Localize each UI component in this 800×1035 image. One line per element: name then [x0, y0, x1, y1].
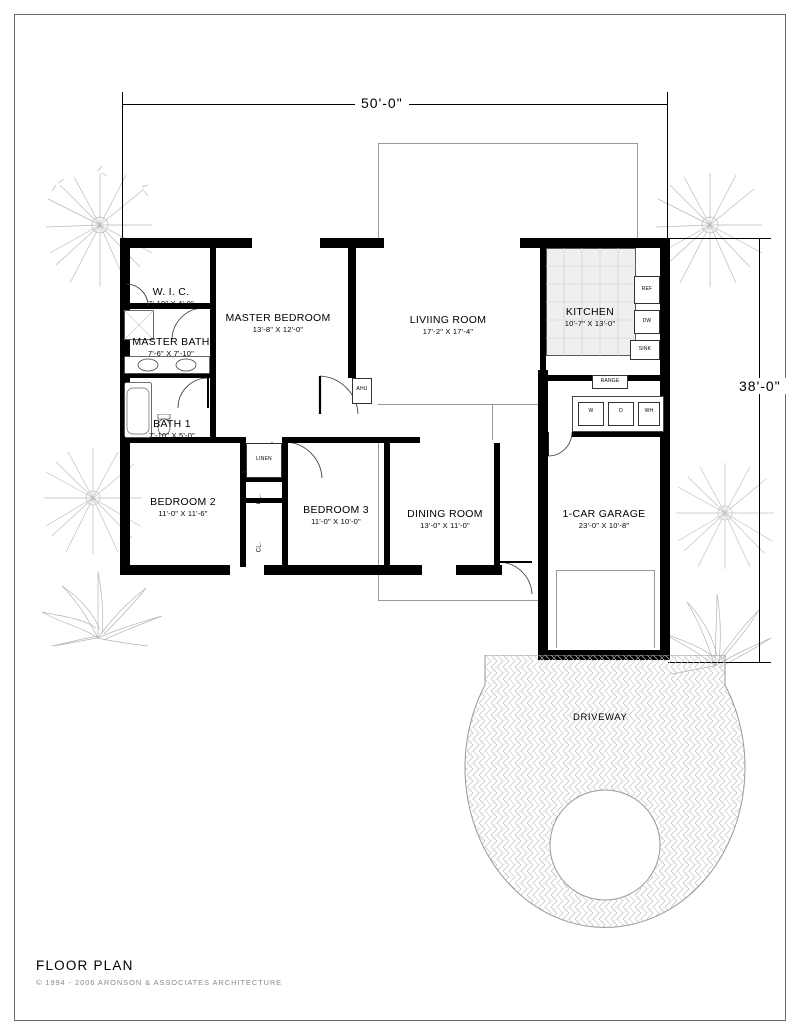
interior-wall-linen-bottom — [246, 478, 282, 482]
exterior-wall-top-right — [520, 238, 670, 248]
garage-name: 1-CAR GARAGE — [562, 508, 646, 520]
air-handler-label: AHU — [356, 386, 368, 392]
room-label-master-bedroom — [208, 312, 348, 335]
interior-dash-b — [492, 404, 493, 440]
master-bath-vanity — [124, 356, 210, 374]
overall-depth-dimension-line — [759, 238, 760, 663]
room-label-kitchen — [538, 306, 642, 329]
page-title: FLOOR PLAN — [36, 958, 134, 973]
dryer-label: D — [619, 408, 623, 414]
water-heater-label: WH — [644, 408, 654, 414]
interior-wall-laundry-bottom — [572, 432, 664, 437]
door-swing-entry-dining — [498, 560, 534, 596]
room-label-living-room — [378, 314, 518, 337]
bedroom3-name: BEDROOM 3 — [303, 504, 369, 516]
bedroom2-dims: 11'-0" X 11'-6" — [158, 509, 208, 519]
washer-icon — [578, 402, 604, 426]
room-label-dining-room — [394, 508, 496, 531]
refrigerator-label: REF — [641, 286, 653, 292]
wic-dims: 7'-10" X 4'-0" — [147, 299, 194, 309]
washer-label: W — [588, 408, 594, 414]
shrub-right-middle — [670, 455, 780, 575]
dishwasher-label: DW — [642, 318, 652, 324]
roof-overhang-right — [637, 143, 638, 243]
bath1-dims: 7'-10" X 5'-0" — [148, 431, 195, 441]
living-room-dims: 17'-2" X 17'-4" — [422, 327, 474, 337]
kitchen-name: KITCHEN — [565, 306, 615, 318]
garage-dims: 23'-0" X 10'-8" — [578, 521, 630, 531]
garage-wall-right — [660, 440, 670, 660]
exterior-wall-top-left — [120, 238, 252, 248]
dining-room-dims: 13'-0" X 11'-0" — [420, 521, 470, 531]
water-heater-icon — [638, 402, 660, 426]
room-label-bedroom2 — [128, 496, 238, 519]
room-label-bath1 — [124, 418, 220, 441]
kitchen-dims: 10'-7" X 13'-0" — [564, 319, 616, 329]
overall-width-extension-left — [122, 104, 123, 244]
roof-overhang-left — [378, 143, 379, 243]
roof-overhang-top — [378, 143, 638, 144]
range-label: RANGE — [600, 378, 620, 384]
room-label-master-bath — [116, 336, 226, 359]
room-label-bedroom3 — [288, 504, 384, 527]
exterior-wall-right-upper — [660, 238, 670, 388]
room-label-garage — [544, 508, 664, 531]
driveway-label: DRIVEWAY — [573, 712, 628, 723]
overall-width-extension-right — [667, 104, 668, 244]
dining-room-name: DINING ROOM — [407, 508, 483, 520]
door-swing-bedroom3 — [284, 440, 324, 480]
garage-pad-outline-right — [654, 570, 655, 648]
bath1-name: BATH 1 — [153, 418, 191, 430]
overall-depth-label: 38'-0" — [733, 378, 787, 394]
exterior-wall-bottom-a — [120, 565, 230, 575]
overall-depth-extension-top — [668, 238, 760, 239]
master-bath-dims: 7'-6" X 7'-10" — [147, 349, 194, 359]
kitchen-tile-pattern — [546, 248, 636, 356]
master-bedroom-dims: 13'-8" X 12'-0" — [252, 325, 304, 335]
door-swing-bath1 — [176, 376, 210, 410]
bedroom2-name: BEDROOM 2 — [150, 496, 216, 508]
interior-wall-master-right — [348, 238, 356, 378]
living-room-name: LIVIING ROOM — [409, 314, 487, 326]
bedroom3-dims: 11'-0" X 10'-0" — [311, 517, 361, 527]
master-bath-name: MASTER BATH — [132, 336, 210, 348]
driveway — [455, 655, 755, 1015]
interior-wall-dining-right — [494, 443, 500, 567]
linen-closet-label: LINEN — [256, 456, 272, 462]
wic-name: W. I. C. — [152, 286, 190, 298]
garage-pad-outline-left — [556, 570, 557, 648]
interior-wall-closet-mid — [246, 498, 282, 503]
interior-wall-bedroom3-right — [384, 443, 390, 567]
copyright-notice: © 1994 - 2006 ARONSON & ASSOCIATES ARCHITECTURE — [36, 978, 283, 987]
room-label-wic — [126, 286, 216, 309]
interior-dash-a — [378, 404, 538, 405]
master-bedroom-name: MASTER BEDROOM — [225, 312, 331, 324]
kitchen-sink-label: SINK — [638, 346, 652, 352]
door-swing-garage-entry — [546, 430, 574, 458]
shrub-top-left — [40, 165, 160, 295]
overall-width-label: 50'-0" — [355, 95, 409, 111]
dryer-icon — [608, 402, 634, 426]
patio-outline-bottom — [378, 600, 538, 601]
closet-b-label: CL. — [256, 541, 263, 553]
closet-a-label: CL. — [256, 493, 263, 505]
garage-pad-outline-top — [556, 570, 654, 571]
